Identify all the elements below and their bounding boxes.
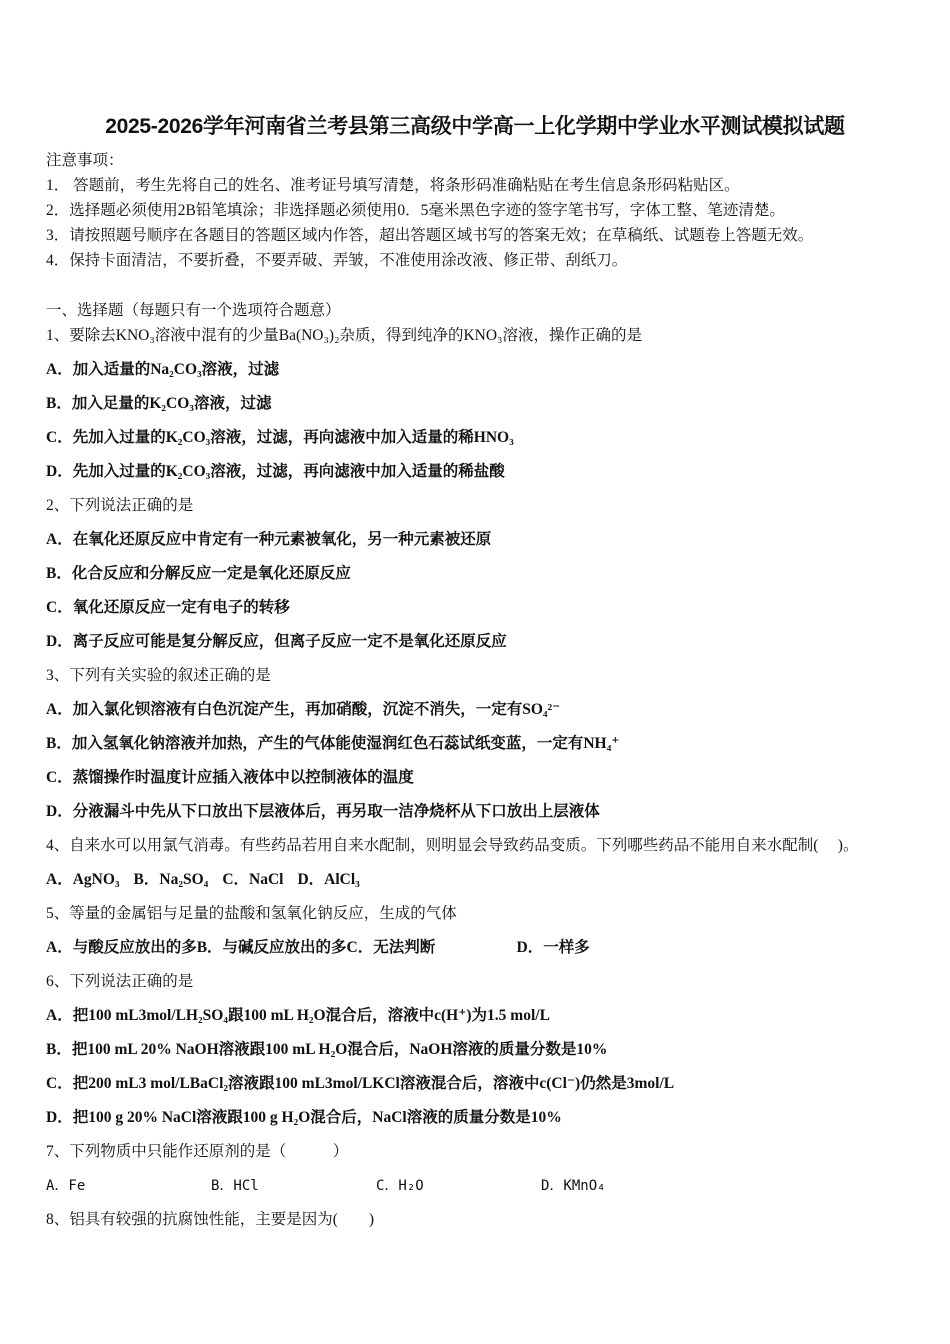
question-stem: 8、铝具有较强的抗腐蚀性能，主要是因为( ) bbox=[46, 1211, 375, 1228]
notice-heading: 注意事项： bbox=[46, 152, 124, 169]
question-stem: 6、下列说法正确的是 bbox=[46, 973, 194, 990]
notice-item: 3．请按照题号顺序在各题目的答题区域内作答，超出答题区域书写的答案无效；在草稿纸、试题卷上答题无效。 bbox=[46, 227, 814, 244]
section-heading: 一、选择题（每题只有一个选项符合题意） bbox=[46, 302, 341, 319]
answer-option: C．NaCl bbox=[222, 871, 284, 888]
question-stem: 3、下列有关实验的叙述正确的是 bbox=[46, 667, 271, 684]
question-stem: 5、等量的金属铝与足量的盐酸和氢氧化钠反应，生成的气体 bbox=[46, 905, 457, 922]
question-stem: 2、下列说法正确的是 bbox=[46, 497, 194, 514]
answer-option: C．无法判断 bbox=[346, 939, 436, 956]
answer-option: A．与酸反应放出的多 bbox=[46, 939, 197, 956]
answer-option: A．把100 mL3mol/LH₂SO₄跟100 mL H₂O混合后，溶液中c(H⁺)为1.5 mol/L bbox=[46, 1007, 550, 1024]
answer-options-row bbox=[46, 938, 590, 958]
question-stem: 1、要除去KNO₃溶液中混有的少量Ba(NO₃)₂杂质，得到纯净的KNO₃溶液，操作正确的是 bbox=[46, 327, 642, 344]
answer-option: D．KMnO₄ bbox=[541, 1178, 606, 1194]
answer-option: B．把100 mL 20% NaOH溶液跟100 mL H₂O混合后，NaOH溶液的质量分数是10% bbox=[46, 1041, 608, 1058]
answer-options-row bbox=[46, 1176, 606, 1196]
question-stem: 4、自来水可以用氯气消毒。有些药品若用自来水配制，则明显会导致药品变质。下列哪些药品不能用自来水配制( )。 bbox=[46, 837, 859, 854]
answer-option: C．H₂O bbox=[376, 1178, 424, 1194]
answer-option: D．先加入过量的K₂CO₃溶液，过滤，再向滤液中加入适量的稀盐酸 bbox=[46, 463, 505, 480]
answer-option: A．在氧化还原反应中肯定有一种元素被氧化，另一种元素被还原 bbox=[46, 531, 492, 548]
answer-option: B．加入足量的K₂CO₃溶液，过滤 bbox=[46, 395, 272, 412]
answer-option: B．Na₂SO₄ bbox=[133, 871, 209, 888]
answer-option: C．先加入过量的K₂CO₃溶液，过滤，再向滤液中加入适量的稀HNO₃ bbox=[46, 429, 514, 446]
question-stem: 7、下列物质中只能作还原剂的是（ ） bbox=[46, 1143, 349, 1160]
answer-option: C．把200 mL3 mol/LBaCl₂溶液跟100 mL3mol/LKCl溶液混合后，溶液中c(Cl⁻)仍然是3mol/L bbox=[46, 1075, 675, 1092]
answer-option: B．HCl bbox=[211, 1178, 259, 1194]
notice-item: 2．选择题必须使用2B铅笔填涂；非选择题必须使用0．5毫米黑色字迹的签字笔书写，字体工整、笔迹清楚。 bbox=[46, 202, 785, 219]
notice-item: 4．保持卡面清洁，不要折叠，不要弄破、弄皱，不准使用涂改液、修正带、刮纸刀。 bbox=[46, 252, 628, 269]
answer-option: B．加入氢氧化钠溶液并加热，产生的气体能使湿润红色石蕊试纸变蓝，一定有NH₄⁺ bbox=[46, 735, 620, 752]
page-title: 2025-2026学年河南省兰考县第三高级中学高一上化学期中学业水平测试模拟试题 bbox=[105, 115, 845, 138]
answer-option: D．把100 g 20% NaCl溶液跟100 g H₂O混合后，NaCl溶液的质量分数是10% bbox=[46, 1109, 562, 1126]
answer-option: B．化合反应和分解反应一定是氧化还原反应 bbox=[46, 565, 351, 582]
answer-option: A．加入氯化钡溶液有白色沉淀产生，再加硝酸，沉淀不消失，一定有SO₄²⁻ bbox=[46, 701, 561, 718]
answer-option: A．加入适量的Na₂CO₃溶液，过滤 bbox=[46, 361, 280, 378]
answer-option: A．Fe bbox=[46, 1178, 86, 1194]
answer-options-row bbox=[46, 870, 374, 890]
notice-item: 1． 答题前，考生先将自己的姓名、准考证号填写清楚，将条形码准确粘贴在考生信息条形码粘贴区。 bbox=[46, 177, 740, 194]
answer-option: D．离子反应可能是复分解反应，但离子反应一定不是氧化还原反应 bbox=[46, 633, 507, 650]
answer-option: B．与碱反应放出的多 bbox=[196, 939, 347, 956]
answer-option: C．蒸馏操作时温度计应插入液体中以控制液体的温度 bbox=[46, 769, 414, 786]
answer-option: A．AgNO₃ bbox=[46, 871, 120, 888]
answer-option: D．AlCl₃ bbox=[297, 871, 360, 888]
answer-option: D．分液漏斗中先从下口放出下层液体后，再另取一洁净烧杯从下口放出上层液体 bbox=[46, 803, 600, 820]
answer-option: D．一样多 bbox=[516, 939, 590, 956]
answer-option: C．氧化还原反应一定有电子的转移 bbox=[46, 599, 290, 616]
